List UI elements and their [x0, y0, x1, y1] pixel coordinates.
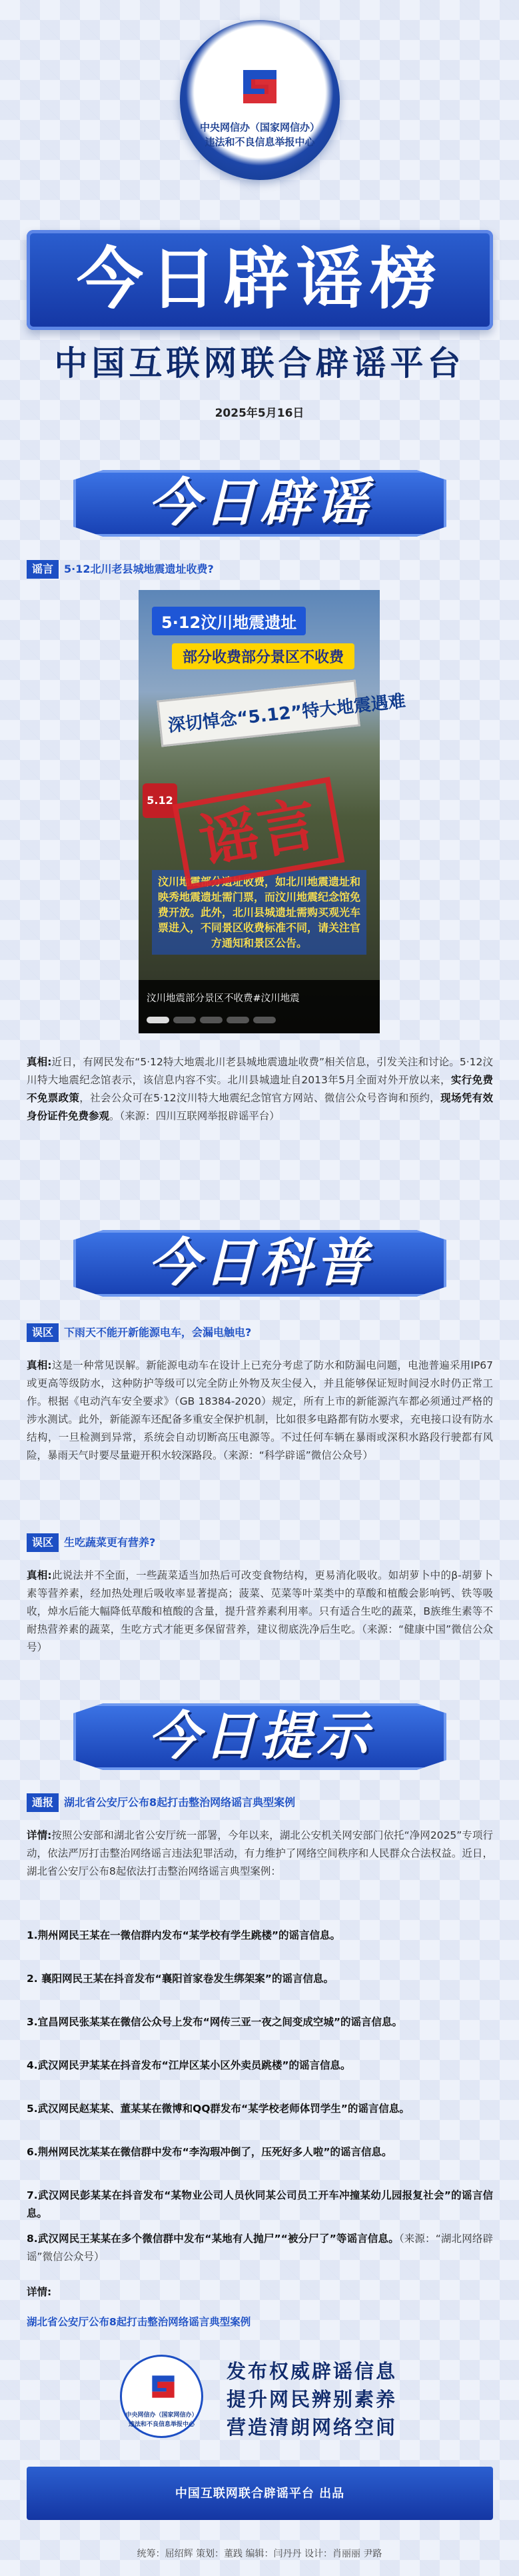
publisher-text: 中国互联网联合辟谣平台 出品: [175, 2487, 345, 2501]
truth-text: 近日，有网民发布“5·12特大地震北川老县城地震遗址收费”相关信息，引发关注和讨论。5·12汶川特大地震纪念馆表示，该信息内容不实。北川县城遗址自2013年5月全面对外开放以来，: [27, 1056, 493, 1086]
slogan-1: 发布权威辟谣信息: [227, 2360, 398, 2383]
case-8-text: 8.武汉网民王某某在多个微信群中发布“某地有人抛尸”“被分尸了”等谣言信息。: [27, 2233, 399, 2245]
image-sign-text: 深切悼念“5.12”特大地震遇难: [167, 691, 407, 737]
truth-label: 真相:: [27, 1056, 52, 1068]
detail-link[interactable]: 湖北省公安厅公布8起打击整治网络谣言典型案例: [27, 2316, 251, 2328]
rumor-heading: [27, 560, 493, 580]
truth-text-2: ，社会公众可在5·12汶川特大地震纪念馆官方网站、微信公众号咨询和预约，: [79, 1092, 441, 1104]
image-badge-title: 5·12汶川地震遗址: [152, 607, 306, 635]
detail-label: 详情:: [27, 1829, 52, 1841]
case-6: 6.荆州网民沈某某在微信群中发布“李沟瑕冲倒了，压死好多人啦”的谣言信息。: [27, 2146, 392, 2158]
truth-label: 真相:: [27, 1359, 52, 1371]
rumor-stamp: 谣言: [173, 777, 345, 890]
misconception-title: 下雨天不能开新能源电车，会漏电触电?: [64, 1326, 252, 1339]
section-banner-rumor: [73, 470, 446, 537]
science-heading-1: [27, 1323, 493, 1343]
notice-intro: [27, 1827, 493, 1881]
truth-source: 。（来源：四川互联网举报辟谣平台）: [109, 1110, 280, 1122]
case-5: 5.武汉网民赵某某、董某某在微博和QQ群发布“某学校老师体罚学生”的谣言信息。: [27, 2103, 410, 2115]
case-1: 1.荆州网民王某在一微信群内发布“某学校有学生跳楼”的谣言信息。: [27, 1929, 341, 1941]
header-logo: [180, 20, 340, 180]
detail-label-2: 详情:: [27, 2286, 52, 2298]
case-7: 7.武汉网民彭某某在抖音发布“某物业公司人员伙同某公司员工开车冲撞某幼儿园报复社会”的谣言信息。: [27, 2189, 493, 2219]
truth-label: 真相:: [27, 1569, 52, 1581]
truth-text: 此说法并不全面，一些蔬菜适当加热后可改变食物结构，更易消化吸收。如胡萝卜中的β-胡萝卜素等营养素，经加热处理后吸收率显著提高；菠菜、苋菜等叶菜类中的草酸和植酸会影响钙、铁等吸收，焯水后能大幅降低草酸和植酸的含量，提升营养素利用率。只有适合生吃的蔬菜，B族维生素等不耐热营养素的蔬菜，生吃方式才能更多保留营养，建议彻底洗净后生吃。（来源：“健康中国”微信公众号）: [27, 1569, 493, 1653]
image-caption: 汶川地震部分遗址收费，如北川地震遗址和映秀地震遗址需门票，而汶川地震纪念馆免费开放。此外，北川县城遗址需购买观光车票进入，不同景区收费标准不同，请关注官方通知和景区公告。: [152, 870, 366, 955]
misconception-tag: 误区: [27, 1533, 59, 1552]
truth-text: 这是一种常见误解。新能源电动车在设计上已充分考虑了防水和防漏电问题，电池普遍采用IP67或更高等级防水，这种防护等级可以完全防止外物及灰尘侵入，并且能够保证短时间浸水时仍正常工作。根据《电动汽车安全要求》（GB 18384-2020）规定，所有上市的新能源汽车都必须通过严格的涉水测试。此外，新能源车还配备多重安全保护机制，比如很多电路都有防水要求，充电接口设有防水结构，一旦检测到异常，系统会自动切断高压电源等。不过任何车辆在暴雨或深积水路段行驶都有风险，暴雨天气时要尽量避开积水较深路段。（来源：“科学辟谣”微信公众号）: [27, 1359, 493, 1461]
credits: 统筹：屈绍辉 策划：董践 编辑：闫丹丹 设计：肖丽丽 尹路: [137, 2549, 382, 2559]
image-bottom-text: 汶川地震部分景区不收费#汶川地震: [147, 993, 300, 1004]
section-title: 今日科普: [147, 1233, 372, 1293]
case-8: [27, 2230, 493, 2266]
page-title: 今日辟谣榜: [77, 239, 443, 318]
truth-bold: 实行免费不免票政策: [27, 1074, 493, 1104]
image-badge-subtitle: 部分收费部分景区不收费: [172, 643, 354, 669]
case-2: 2. 襄阳网民王某在抖音发布“襄阳首家卷发生绑架案”的谣言信息。: [27, 1973, 334, 1985]
section-banner-science: [73, 1230, 446, 1297]
footer-brand: [0, 2347, 519, 2447]
slogan-2: 提升网民辨别素养: [227, 2388, 398, 2411]
report-center-logo-icon: [230, 57, 290, 117]
rumor-tag: 谣言: [27, 560, 59, 579]
image-bottom-bar: [139, 980, 380, 1033]
science-heading-2: [27, 1533, 493, 1553]
notice-intro-text: 按照公安部和湖北省公安厅统一部署，今年以来，湖北公安机关网安部门依托“净网2025”专项行动，依法严厉打击整治网络谣言违法犯罪活动，有力维护了网络空间秩序和人民群众合法权益。近日，湖北省公安厅公布8起依法打击整治网络谣言典型案例：: [27, 1829, 493, 1877]
report-center-logo-icon: [143, 2367, 183, 2407]
notice-title: 湖北省公安厅公布8起打击整治网络谣言典型案例: [64, 1796, 296, 1809]
section-title: 今日辟谣: [147, 473, 372, 533]
logo-text-line1: 中央网信办（国家网信办）: [199, 121, 320, 133]
notice-heading: [27, 1793, 493, 1813]
title-banner: [27, 230, 493, 330]
footer-logo: [120, 2355, 203, 2438]
publish-date: 2025年5月16日: [215, 407, 304, 420]
publisher-bar: [27, 2467, 493, 2520]
case-3: 3.宜昌网民张某某在微信公众号上发布“网传三亚一夜之间变成空城”的谣言信息。: [27, 2016, 403, 2028]
case-4: 4.武汉网民尹某某在抖音发布“江岸区某小区外卖员跳楼”的谣言信息。: [27, 2059, 351, 2071]
image-progress-dots: [147, 1013, 306, 1023]
image-small-badge: 5.12: [143, 783, 177, 818]
section-title: 今日提示: [147, 1707, 372, 1767]
page-subtitle: 中国互联网联合辟谣平台: [54, 343, 465, 383]
rumor-title: 5·12北川老县城地震遗址收费?: [64, 563, 214, 575]
rumor-image: [139, 590, 407, 1033]
footer-logo-line2: 违法和不良信息举报中心: [128, 2421, 195, 2428]
truth-bold-2: 现场凭有效身份证件免费参观: [27, 1092, 493, 1122]
rumor-truth: [27, 1053, 493, 1125]
section-banner-notice: [73, 1703, 446, 1770]
science-truth-1: [27, 1357, 493, 1465]
science-truth-2: [27, 1567, 493, 1657]
misconception-title: 生吃蔬菜更有营养?: [64, 1536, 156, 1549]
cases-source: （来源：“湖北网络辟谣”微信公众号）: [27, 2233, 493, 2263]
misconception-tag: 误区: [27, 1323, 59, 1342]
slogan-3: 营造清朗网络空间: [227, 2416, 398, 2439]
footer-logo-line1: 中央网信办（国家网信办）: [125, 2412, 198, 2419]
notice-tag: 通报: [27, 1793, 59, 1812]
logo-text-line2: 违法和不良信息举报中心: [205, 136, 315, 148]
